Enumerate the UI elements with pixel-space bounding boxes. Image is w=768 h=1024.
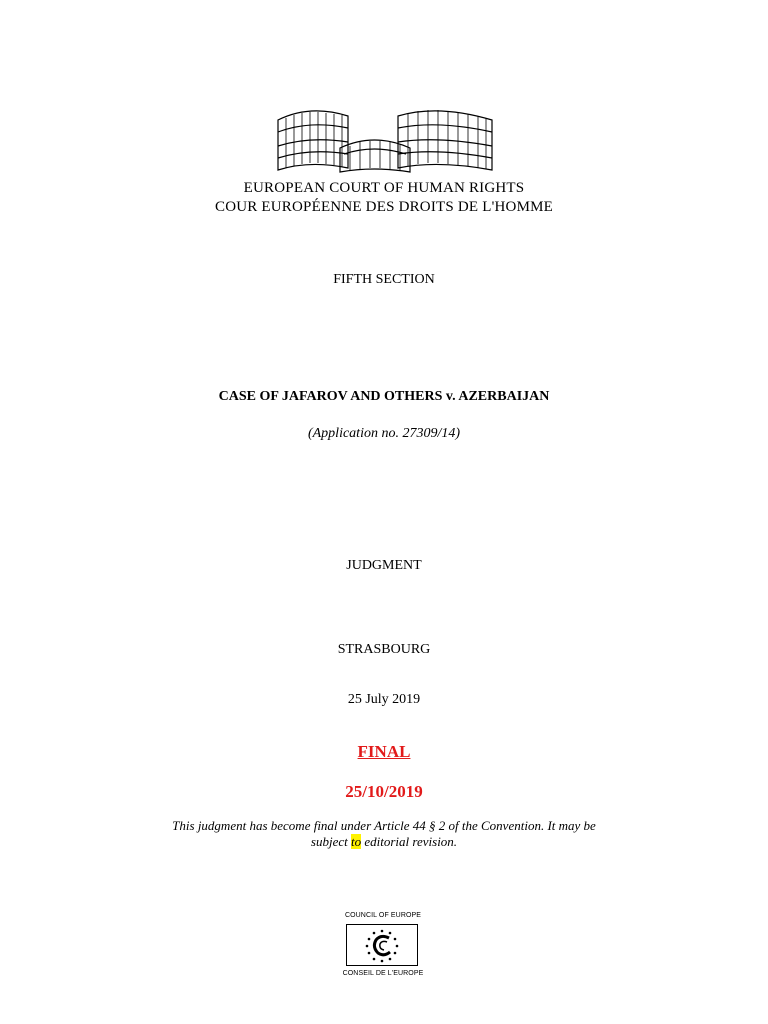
council-of-europe-logo-icon	[346, 924, 418, 966]
council-of-europe-logo	[340, 912, 426, 982]
coe-bottom-text: CONSEIL DE L'EUROPE	[342, 970, 424, 977]
application-number: (Application no. 27309/14)	[307, 426, 461, 441]
judgment-heading: JUDGMENT	[346, 558, 422, 573]
finality-note-line1: This judgment has become final under Article 44 § 2 of the Convention. It may be	[172, 818, 596, 833]
highlighted-word: to	[351, 834, 362, 849]
final-date: 25/10/2019	[345, 782, 423, 801]
judgment-date: 25 July 2019	[347, 692, 421, 707]
court-name-french: COUR EUROPÉENNE DES DROITS DE L'HOMME	[214, 199, 554, 215]
place: STRASBOURG	[337, 642, 431, 657]
court-building-icon	[270, 102, 502, 180]
section-heading: FIFTH SECTION	[333, 272, 435, 287]
finality-note-text-after: editorial revision.	[361, 834, 458, 849]
final-label: FINAL	[357, 742, 411, 761]
finality-note-text-before: subject	[310, 834, 351, 849]
case-title: CASE OF JAFAROV AND OTHERS v. AZERBAIJAN	[218, 389, 550, 404]
finality-note-line2	[0, 834, 768, 850]
court-name-english: EUROPEAN COURT OF HUMAN RIGHTS	[243, 180, 525, 196]
finality-note	[0, 818, 768, 850]
coe-top-text: COUNCIL OF EUROPE	[344, 912, 422, 919]
